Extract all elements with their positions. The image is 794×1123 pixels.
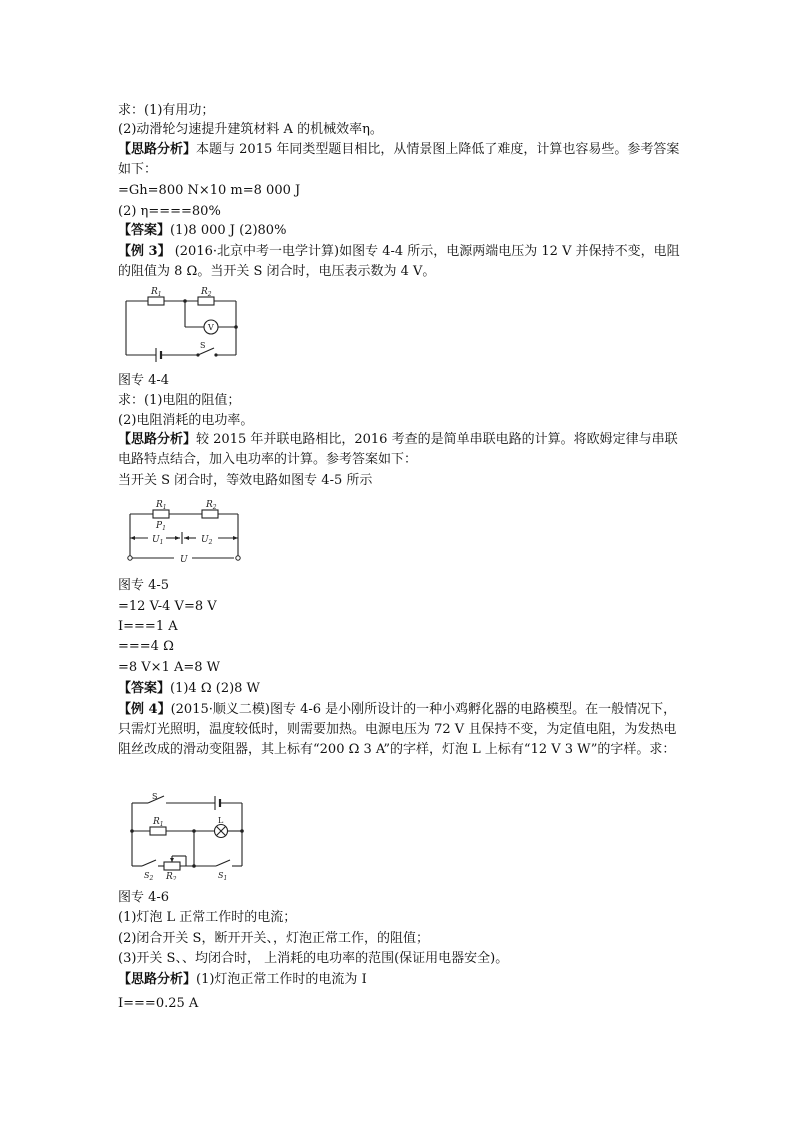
voltmeter-label: V	[208, 323, 214, 332]
figure-caption: 图专 4-4	[118, 373, 170, 388]
lamp-label: L	[218, 816, 224, 825]
question-line: (3)开关 S、、均闭合时， 上消耗的电功率的范围(保证用电器安全)。	[118, 951, 509, 966]
answer-line: 【答案】(1)8 000 J (2)80%	[118, 223, 287, 238]
circuit-figure-4-5	[118, 496, 248, 571]
svg-text:R1: $R_1$	[153, 817, 164, 828]
label-r1: R	[151, 287, 158, 297]
solution-line: 当开关 S 闭合时，等效电路如图专 4-5 所示	[118, 473, 373, 488]
label-s1: S	[218, 871, 224, 880]
svg-text:R2: $R_2$	[166, 872, 177, 880]
question-line: 求：(1)有用功；	[118, 103, 215, 118]
question-line: (1)灯泡 L 正常工作时的电流；	[118, 910, 297, 925]
solution-line: I===1 A	[118, 619, 178, 634]
svg-text:S1: $S_1$	[218, 871, 228, 880]
label-p1: P	[156, 521, 163, 531]
example-3-paragraph: 【例 3】 (2016·北京中考一电学计算)如图专 4-4 所示，电源两端电压为 12 V 并保持不变，电阻的阻值为 8 Ω。当开关 S 闭合时，电压表示数为 4 V。	[118, 244, 680, 279]
question-line: (2)闭合开关 S，断开开关、，灯泡正常工作，的阻值；	[118, 931, 429, 946]
switch-s-label: S	[152, 792, 158, 801]
svg-text:P1: $P_1$	[156, 521, 166, 532]
svg-text:U2: $U_2$	[201, 535, 213, 546]
question-line: (2)动滑轮匀速提升建筑材料 A 的机械效率η。	[118, 122, 383, 137]
solution-line: =Gh=800 N×10 m=8 000 J	[118, 183, 301, 198]
svg-text:R2: $R_2$	[206, 500, 217, 511]
answer-line: 【答案】(1)4 Ω (2)8 W	[118, 681, 260, 696]
example-4-paragraph: 【例 4】(2015·顺义二模)图专 4-6 是小刚所设计的一种小鸡孵化器的电路模型。在一般情况下，只需灯光照明，温度较低时，则需要加热。电源电压为 72 V 且保持不变，为定值电阻，为发热电阻丝改成的滑动变阻器，其上标有“200 Ω 3 A”的字样，灯泡 L 上标有“12 V 3 W”的字样。求：	[118, 702, 677, 757]
question-line: 求：(1)电阻的阻值；	[118, 393, 241, 408]
label-r2: R	[206, 500, 213, 510]
svg-text:R1: $R_1$	[151, 287, 162, 298]
svg-text:U1: $U_1$	[152, 535, 164, 546]
analysis-paragraph: 【思路分析】较 2015 年并联电路相比，2016 考查的是简单串联电路的计算。将欧姆定律与串联电路特点结合，加入电功率的计算。参考答案如下：	[118, 432, 678, 467]
solution-line: =12 V-4 V=8 V	[118, 599, 217, 614]
solution-line: (2) η====80%	[118, 204, 221, 219]
svg-text:R2: $R_2$	[201, 287, 212, 298]
label-s2: S	[144, 871, 150, 880]
label-r2: R	[166, 872, 173, 880]
figure-caption: 图专 4-6	[118, 890, 170, 905]
svg-text:S2: $S_2$	[144, 871, 154, 880]
label-u2: U	[201, 535, 209, 545]
switch-label: S	[200, 341, 206, 350]
circuit-figure-4-6	[118, 790, 253, 880]
label-u: U	[180, 555, 188, 565]
label-r2: R	[201, 287, 208, 297]
label-r1: R	[153, 817, 160, 827]
svg-text:R1: $R_1$	[156, 500, 167, 511]
solution-line: =8 V×1 A=8 W	[118, 660, 221, 675]
analysis-line: 【思路分析】(1)灯泡正常工作时的电流为 I	[118, 972, 367, 987]
label-u1: U	[152, 535, 160, 545]
solution-line: I===0.25 A	[118, 996, 199, 1011]
label-r1: R	[156, 500, 163, 510]
solution-line: ===4 Ω	[118, 639, 174, 654]
question-line: (2)电阻消耗的电功率。	[118, 413, 254, 428]
analysis-paragraph: 【思路分析】本题与 2015 年同类型题目相比，从情景图上降低了难度，计算也容易些。参考答案如下：	[118, 142, 680, 177]
figure-caption: 图专 4-5	[118, 578, 170, 593]
circuit-figure-4-4	[118, 284, 243, 364]
